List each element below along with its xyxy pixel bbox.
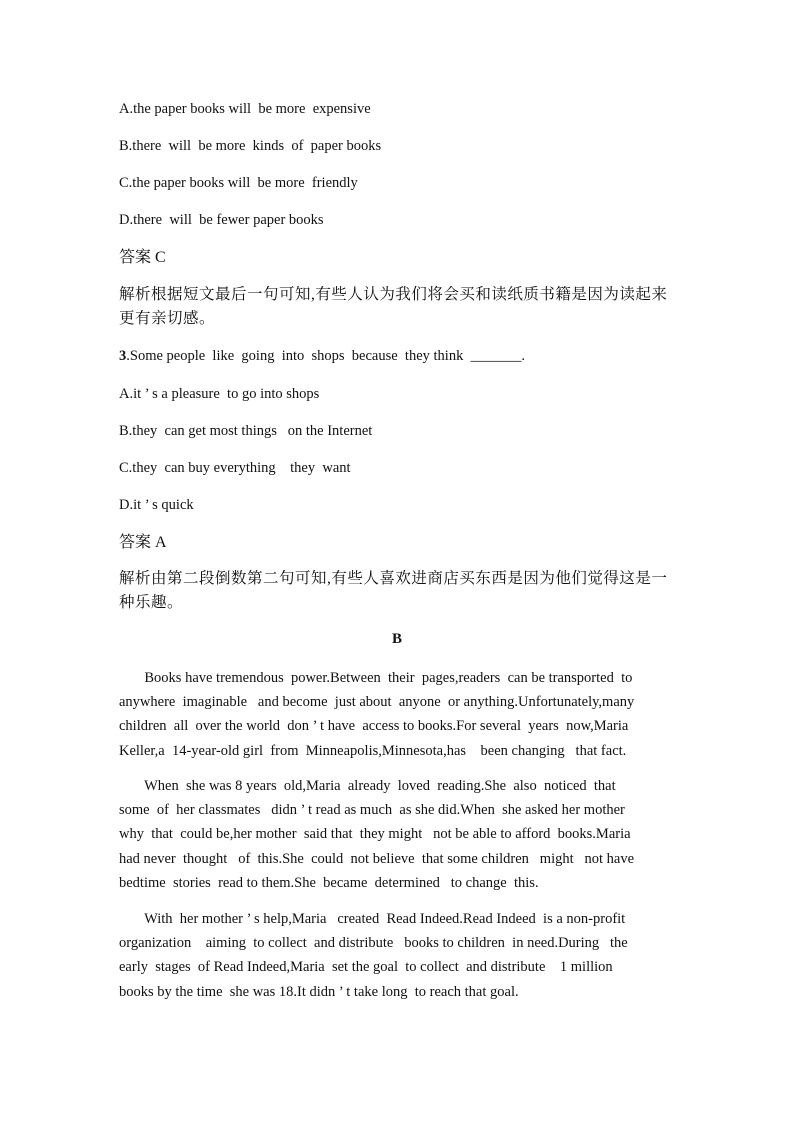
paragraph-line: bedtime stories read to them.She became determined to change this. <box>119 874 539 891</box>
q3-answer: 答案 A <box>119 534 167 551</box>
q3-analysis-line-1: 解析由第二段倒数第二句可知,有些人喜欢进商店买东西是因为他们觉得这是一 <box>119 570 668 587</box>
q2-option-b: B.there will be more kinds of paper books <box>119 138 382 154</box>
q3-question <box>119 347 525 365</box>
q2-answer: 答案 C <box>119 249 166 266</box>
paragraph-line: some of her classmates didn ’ t read as much as she did.When she asked her mother <box>119 802 625 819</box>
paragraph-line: anywhere imaginable and become just about anyone or anything.Unfortunately,many <box>119 694 635 711</box>
q2-option-c: C.the paper books will be more friendly <box>119 175 358 191</box>
paragraph-line: had never thought of this.She could not believe that some children might not have <box>119 850 635 867</box>
paragraph-line: With her mother ’ s help,Maria created Read Indeed.Read Indeed is a non-profit <box>119 911 626 927</box>
section-heading: B <box>391 631 402 647</box>
paragraph-line: why that could be,her mother said that they might not be able to afford books.Maria <box>119 826 631 843</box>
passage-paragraph-1 <box>119 666 675 763</box>
q2-option-d: D.there will be fewer paper books <box>119 212 324 228</box>
passage-paragraph-3 <box>119 907 675 1004</box>
q3-stem: .Some people like going into shops because they think _______. <box>126 348 525 364</box>
paragraph-line: books by the time she was 18.It didn ’ t take long to reach that goal. <box>119 983 519 1000</box>
paragraph-line: early stages of Read Indeed,Maria set the goal to collect and distribute 1 million <box>119 959 613 976</box>
paragraph-line: When she was 8 years old,Maria already loved reading.She also noticed that <box>119 778 616 794</box>
paragraph-line: organization aiming to collect and distribute books to children in need.During the <box>119 935 628 952</box>
q3-option-b: B.they can get most things on the Internet <box>119 423 373 439</box>
q3-analysis-line-2: 种乐趣。 <box>119 594 184 611</box>
passage-paragraph-2 <box>119 774 675 895</box>
paragraph-line: Keller,a 14-year-old girl from Minneapolis,Minnesota,has been changing that fact. <box>119 742 627 759</box>
q2-analysis-line-2: 更有亲切感。 <box>119 310 216 327</box>
paragraph-line: Books have tremendous power.Between their pages,readers can be transported to <box>119 670 633 686</box>
q2-option-a: A.the paper books will be more expensive <box>119 101 371 117</box>
q3-number: 3 <box>119 348 127 364</box>
q3-option-c: C.they can buy everything they want <box>119 460 351 476</box>
q3-option-a: A.it ’ s a pleasure to go into shops <box>119 386 320 402</box>
q3-option-d: D.it ’ s quick <box>119 497 194 513</box>
paragraph-line: children all over the world don ’ t have access to books.For several years now,Maria <box>119 718 629 735</box>
q2-analysis-line-1: 解析根据短文最后一句可知,有些人认为我们将会买和读纸质书籍是因为读起来 <box>119 286 668 303</box>
